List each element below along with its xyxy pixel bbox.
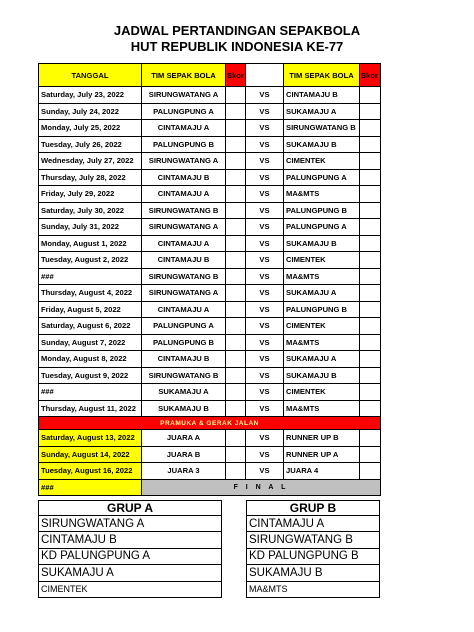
banner-cell: PRAMUKA & GERAK JALAN: [39, 417, 381, 430]
match-date: Wednesday, July 27, 2022: [39, 153, 142, 170]
header-blank: [246, 64, 284, 87]
match-date: Tuesday, August 16, 2022: [39, 463, 142, 480]
team-2: SUKAMAJU A: [284, 351, 360, 368]
header-team-2: TIM SEPAK BOLA: [284, 64, 360, 87]
score-1: [226, 285, 246, 302]
match-date: Monday, July 25, 2022: [39, 120, 142, 137]
list-item: [247, 516, 380, 532]
score-2: [360, 186, 381, 203]
header-team-1: TIM SEPAK BOLA: [142, 64, 226, 87]
match-date: Sunday, July 31, 2022: [39, 219, 142, 236]
group-a-title: GRUP A: [39, 501, 222, 516]
team-1: SUKAMAJU B: [142, 400, 226, 417]
team-2: SUKAMAJU B: [284, 136, 360, 153]
group-team: MA&MTS: [247, 581, 380, 597]
match-date: Friday, August 5, 2022: [39, 301, 142, 318]
table-row: [39, 301, 381, 318]
score-1: [226, 153, 246, 170]
vs-label: VS: [246, 463, 284, 480]
group-team: SUKAMAJU A: [39, 565, 222, 581]
team-2: PALUNGPUNG A: [284, 219, 360, 236]
match-date: ###: [39, 268, 142, 285]
score-1: [226, 446, 246, 463]
team-2: CINTAMAJU B: [284, 87, 360, 104]
match-date: Monday, August 1, 2022: [39, 235, 142, 252]
vs-label: VS: [246, 367, 284, 384]
group-team: SIRUNGWATANG A: [39, 516, 222, 532]
score-1: [226, 334, 246, 351]
vs-label: VS: [246, 351, 284, 368]
document-title: JADWAL PERTANDINGAN SEPAKBOLA: [113, 23, 361, 38]
score-1: [226, 202, 246, 219]
match-date: Tuesday, July 26, 2022: [39, 136, 142, 153]
table-row: [39, 87, 381, 104]
team-2: JUARA 4: [284, 463, 360, 480]
score-2: [360, 120, 381, 137]
document-subtitle: HUT REPUBLIK INDONESIA KE-77: [130, 39, 344, 54]
team-1: CINTAMAJU B: [142, 169, 226, 186]
team-1: CINTAMAJU A: [142, 120, 226, 137]
match-date: Saturday, July 30, 2022: [39, 202, 142, 219]
group-team: CINTAMAJU B: [39, 532, 222, 548]
group-b-table: [246, 500, 380, 598]
team-2: CIMENTEK: [284, 252, 360, 269]
team-1: SIRUNGWATANG A: [142, 87, 226, 104]
header-tanggal: TANGGAL: [39, 64, 142, 87]
score-1: [226, 463, 246, 480]
team-1: JUARA 3: [142, 463, 226, 480]
score-1: [226, 120, 246, 137]
team-1: SIRUNGWATANG B: [142, 268, 226, 285]
table-row: [39, 285, 381, 302]
team-2: MA&MTS: [284, 186, 360, 203]
team-2: CIMENTEK: [284, 153, 360, 170]
team-2: MA&MTS: [284, 400, 360, 417]
match-date: Saturday, August 6, 2022: [39, 318, 142, 335]
table-row: [39, 136, 381, 153]
match-date: Sunday, August 14, 2022: [39, 446, 142, 463]
vs-label: VS: [246, 384, 284, 401]
vs-label: VS: [246, 430, 284, 447]
match-date: Sunday, August 7, 2022: [39, 334, 142, 351]
team-1: CINTAMAJU A: [142, 186, 226, 203]
team-1: CINTAMAJU B: [142, 351, 226, 368]
score-2: [360, 446, 381, 463]
team-2: SUKAMAJU A: [284, 103, 360, 120]
group-team: SUKAMAJU B: [247, 565, 380, 581]
score-2: [360, 252, 381, 269]
score-1: [226, 351, 246, 368]
score-2: [360, 235, 381, 252]
team-2: SUKAMAJU B: [284, 367, 360, 384]
vs-label: VS: [246, 400, 284, 417]
vs-label: VS: [246, 235, 284, 252]
table-row: [39, 334, 381, 351]
table-row: [39, 318, 381, 335]
table-row: [39, 430, 381, 447]
table-row: [39, 252, 381, 269]
score-1: [226, 367, 246, 384]
vs-label: VS: [246, 252, 284, 269]
score-1: [226, 235, 246, 252]
team-1: PALUNGPUNG B: [142, 136, 226, 153]
match-date: Tuesday, August 2, 2022: [39, 252, 142, 269]
table-row: [39, 202, 381, 219]
final-date: ###: [39, 479, 142, 496]
vs-label: VS: [246, 268, 284, 285]
score-2: [360, 136, 381, 153]
vs-label: VS: [246, 186, 284, 203]
vs-label: VS: [246, 334, 284, 351]
table-row: [39, 186, 381, 203]
vs-label: VS: [246, 446, 284, 463]
score-1: [226, 268, 246, 285]
schedule-table: [38, 63, 381, 496]
team-1: SIRUNGWATANG A: [142, 285, 226, 302]
list-item: [39, 548, 222, 564]
list-item: [39, 565, 222, 581]
team-2: RUNNER UP B: [284, 430, 360, 447]
score-2: [360, 87, 381, 104]
score-1: [226, 318, 246, 335]
score-1: [226, 384, 246, 401]
match-date: Sunday, July 24, 2022: [39, 103, 142, 120]
team-1: JUARA B: [142, 446, 226, 463]
match-date: Thursday, July 28, 2022: [39, 169, 142, 186]
team-2: CIMENTEK: [284, 318, 360, 335]
team-2: SUKAMAJU A: [284, 285, 360, 302]
team-1: SUKAMAJU A: [142, 384, 226, 401]
score-1: [226, 186, 246, 203]
team-1: SIRUNGWATANG A: [142, 153, 226, 170]
match-date: Tuesday, August 9, 2022: [39, 367, 142, 384]
table-row: [39, 351, 381, 368]
match-date: Saturday, July 23, 2022: [39, 87, 142, 104]
team-1: PALUNGPUNG A: [142, 103, 226, 120]
score-2: [360, 463, 381, 480]
score-1: [226, 103, 246, 120]
table-header-row: [39, 64, 381, 87]
list-item: [39, 581, 222, 597]
team-1: SIRUNGWATANG B: [142, 367, 226, 384]
vs-label: VS: [246, 202, 284, 219]
team-2: SIRUNGWATANG B: [284, 120, 360, 137]
list-item: [39, 532, 222, 548]
table-row: [39, 463, 381, 480]
match-date: Monday, August 8, 2022: [39, 351, 142, 368]
list-item: [247, 581, 380, 597]
score-1: [226, 301, 246, 318]
score-1: [226, 169, 246, 186]
score-2: [360, 351, 381, 368]
score-2: [360, 202, 381, 219]
team-1: CINTAMAJU A: [142, 301, 226, 318]
vs-label: VS: [246, 120, 284, 137]
team-2: SUKAMAJU B: [284, 235, 360, 252]
score-2: [360, 219, 381, 236]
table-row: [39, 120, 381, 137]
team-1: CINTAMAJU A: [142, 235, 226, 252]
banner-row: [39, 417, 381, 430]
team-2: MA&MTS: [284, 334, 360, 351]
vs-label: VS: [246, 219, 284, 236]
table-row: [39, 367, 381, 384]
match-date: Thursday, August 4, 2022: [39, 285, 142, 302]
table-row: [39, 153, 381, 170]
score-2: [360, 318, 381, 335]
team-2: RUNNER UP A: [284, 446, 360, 463]
team-1: SIRUNGWATANG A: [142, 219, 226, 236]
vs-label: VS: [246, 285, 284, 302]
score-1: [226, 252, 246, 269]
score-1: [226, 430, 246, 447]
list-item: [247, 548, 380, 564]
match-date: Saturday, August 13, 2022: [39, 430, 142, 447]
score-2: [360, 301, 381, 318]
table-row: [39, 103, 381, 120]
team-1: SIRUNGWATANG B: [142, 202, 226, 219]
final-label: F I N A L: [142, 479, 381, 496]
match-date: Friday, July 29, 2022: [39, 186, 142, 203]
group-team: CINTAMAJU A: [247, 516, 380, 532]
header-score-2: Skor: [360, 64, 381, 87]
score-2: [360, 334, 381, 351]
team-2: PALUNGPUNG A: [284, 169, 360, 186]
table-row: [39, 384, 381, 401]
group-team: KD PALUNGPUNG A: [39, 548, 222, 564]
team-1: JUARA A: [142, 430, 226, 447]
team-1: PALUNGPUNG B: [142, 334, 226, 351]
group-team: KD PALUNGPUNG B: [247, 548, 380, 564]
vs-label: VS: [246, 318, 284, 335]
group-team: CIMENTEK: [39, 581, 222, 597]
group-team: SIRUNGWATANG B: [247, 532, 380, 548]
score-1: [226, 400, 246, 417]
score-2: [360, 268, 381, 285]
score-2: [360, 400, 381, 417]
list-item: [247, 565, 380, 581]
score-2: [360, 430, 381, 447]
team-2: CIMENTEK: [284, 384, 360, 401]
table-row: [39, 446, 381, 463]
vs-label: VS: [246, 169, 284, 186]
header-score-1: Skor: [226, 64, 246, 87]
table-row: [39, 268, 381, 285]
table-row: [39, 169, 381, 186]
table-row: [39, 400, 381, 417]
match-date: ###: [39, 384, 142, 401]
match-date: Thursday, August 11, 2022: [39, 400, 142, 417]
team-1: CINTAMAJU B: [142, 252, 226, 269]
score-2: [360, 384, 381, 401]
team-2: MA&MTS: [284, 268, 360, 285]
group-b-title: GRUP B: [247, 501, 380, 516]
table-row: [39, 219, 381, 236]
team-1: PALUNGPUNG A: [142, 318, 226, 335]
group-a-table: [38, 500, 222, 598]
score-2: [360, 367, 381, 384]
vs-label: VS: [246, 103, 284, 120]
vs-label: VS: [246, 153, 284, 170]
team-2: PALUNGPUNG B: [284, 301, 360, 318]
score-2: [360, 103, 381, 120]
score-1: [226, 219, 246, 236]
table-row: [39, 235, 381, 252]
score-2: [360, 153, 381, 170]
team-2: PALUNGPUNG B: [284, 202, 360, 219]
list-item: [247, 532, 380, 548]
score-1: [226, 87, 246, 104]
score-2: [360, 285, 381, 302]
score-2: [360, 169, 381, 186]
score-1: [226, 136, 246, 153]
vs-label: VS: [246, 136, 284, 153]
vs-label: VS: [246, 301, 284, 318]
list-item: [39, 516, 222, 532]
vs-label: VS: [246, 87, 284, 104]
final-row: [39, 479, 381, 496]
